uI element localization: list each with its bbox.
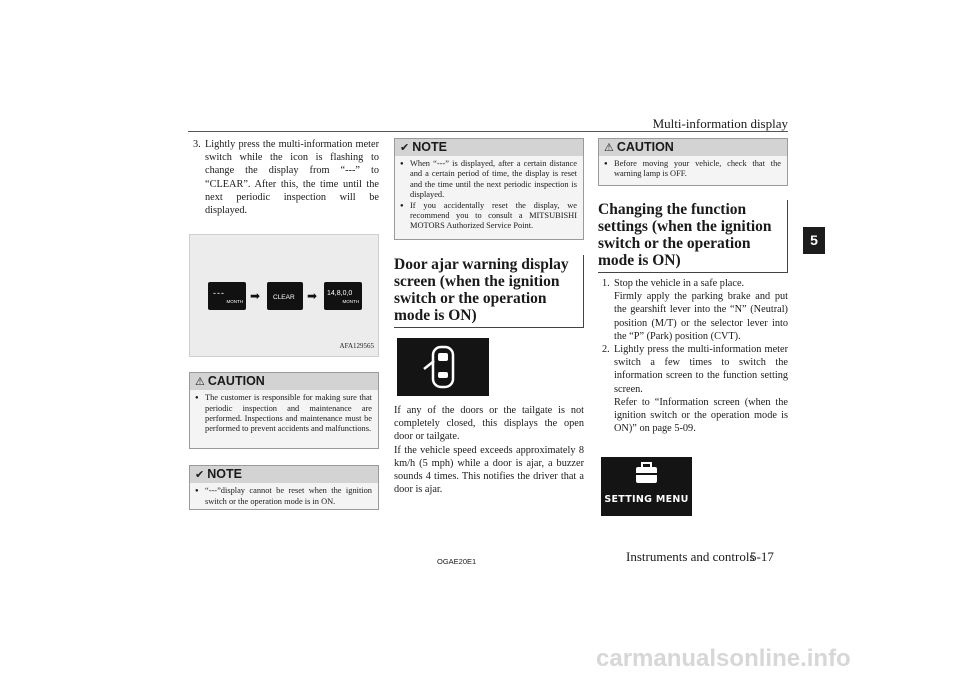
- panel-value: 14,8,0,0: [327, 290, 353, 298]
- setting-menu-label: SETTING MENU: [604, 494, 689, 506]
- section-heading: Door ajar warning display screen (when the ignition switch or the operation mode is ON): [394, 255, 584, 328]
- panel-unit: MONTH: [342, 299, 359, 305]
- setting-menu-figure: [601, 457, 692, 516]
- warning-triangle-icon: ⚠: [604, 140, 614, 154]
- chapter-tab: 5: [803, 227, 825, 254]
- section-heading: Changing the function settings (when the ignition switch or the operation mode is ON): [598, 200, 788, 273]
- caution-item: [195, 393, 372, 435]
- caution-box: [598, 138, 788, 186]
- warning-triangle-icon: ⚠: [195, 375, 205, 389]
- arrow-right-icon: ➡: [250, 289, 261, 304]
- step-text: Stop the vehicle in a safe place.: [614, 278, 745, 289]
- note-box: [394, 138, 584, 240]
- caution-header: [190, 373, 378, 390]
- step-text: Lightly press the multi-information meter switch a few times to switch the information screen to the function setting screen.: [614, 344, 788, 395]
- bullet-icon: ●: [195, 395, 199, 402]
- step-detail: Firmly apply the parking brake and put the gearshift lever into the “N” (Neutral) position (M/T) or the selector lever into the “P” (Park) position (CVT).: [614, 291, 788, 342]
- watermark: carmanualsonline.info: [596, 645, 851, 672]
- footer-section-title: Instruments and controls: [626, 549, 755, 564]
- display-panel-time: [324, 282, 362, 310]
- step-1: [598, 277, 788, 290]
- caution-text: The customer is responsible for making sure that periodic inspection and maintenance are performed. Inspections and maintenance must be performed to prevent accidents and malfunctions.: [205, 393, 372, 434]
- display-panel-dashes: [208, 282, 246, 310]
- figure-id: AFA129565: [339, 342, 374, 351]
- document-code: OGAE20E1: [437, 557, 477, 566]
- caution-box: [189, 372, 379, 449]
- checkmark-icon: ✔: [195, 468, 205, 482]
- note-box: [189, 465, 379, 510]
- caution-item: [604, 159, 781, 180]
- bullet-icon: ●: [604, 161, 608, 167]
- bullet-icon: ●: [400, 202, 404, 209]
- paragraph: If the vehicle speed exceeds approximately 8 km/h (5 mph) while a door is ajar, a buzzer sounds 4 times. This notifies the driver that a door is ajar.: [394, 444, 584, 496]
- caution-title: CAUTION: [616, 139, 674, 154]
- bullet-icon: ●: [400, 161, 404, 167]
- caution-header: [599, 139, 787, 156]
- panel-value: CLEAR: [273, 294, 295, 302]
- note-item: [195, 486, 372, 507]
- panel-value: ---: [213, 288, 225, 299]
- note-title: NOTE: [412, 139, 447, 154]
- step-number: 2.: [602, 344, 610, 356]
- step-text: Lightly press the multi-information meter switch while the icon is flashing to change the display from “---” to “CLEAR”. After this, the time until the next periodic inspection will be displayed.: [205, 139, 379, 217]
- column-left: [189, 138, 379, 510]
- note-item: [400, 159, 577, 201]
- header-title: Multi-information display: [652, 116, 788, 131]
- step-detail: Refer to “Information screen (when the ignition switch or the operation mode is ON)” on page 5-09.: [614, 396, 788, 435]
- step-2: [598, 343, 788, 396]
- note-text: If you accidentally reset the display, we recommend you to consult a MITSUBISHI MOTORS Authorized Service Point.: [410, 200, 577, 231]
- checkmark-icon: ✔: [400, 140, 410, 154]
- note-text: When “---” is displayed, after a certain distance and a certain period of time, the display is reset and the time until the next periodic inspection is displayed.: [410, 159, 577, 200]
- arrow-right-icon: ➡: [307, 289, 318, 304]
- note-header: [190, 466, 378, 483]
- panel-unit: MONTH: [226, 299, 243, 305]
- caution-text: Before moving your vehicle, check that the warning lamp is OFF.: [614, 159, 781, 179]
- note-header: [395, 139, 583, 156]
- note-item: [400, 201, 577, 232]
- page-number: 5-17: [750, 549, 774, 564]
- toolbox-icon: [601, 457, 692, 491]
- paragraph: If any of the doors or the tailgate is not completely closed, this displays the open door or tailgate.: [394, 405, 584, 443]
- display-panel-clear: [267, 282, 303, 310]
- note-title: NOTE: [207, 467, 242, 482]
- caution-title: CAUTION: [207, 374, 265, 389]
- step-3: [189, 138, 379, 217]
- door-ajar-figure: [397, 338, 489, 396]
- note-text: “---”display cannot be reset when the ignition switch or the operation mode is in ON.: [205, 486, 372, 506]
- header-rule: [188, 131, 788, 132]
- reset-display-figure: [189, 234, 379, 357]
- step-number: 3.: [193, 139, 201, 150]
- bullet-icon: ●: [195, 488, 199, 495]
- step-number: 1.: [602, 278, 610, 289]
- car-door-open-icon: [397, 338, 489, 396]
- column-middle: [394, 138, 584, 496]
- column-right: [598, 138, 788, 516]
